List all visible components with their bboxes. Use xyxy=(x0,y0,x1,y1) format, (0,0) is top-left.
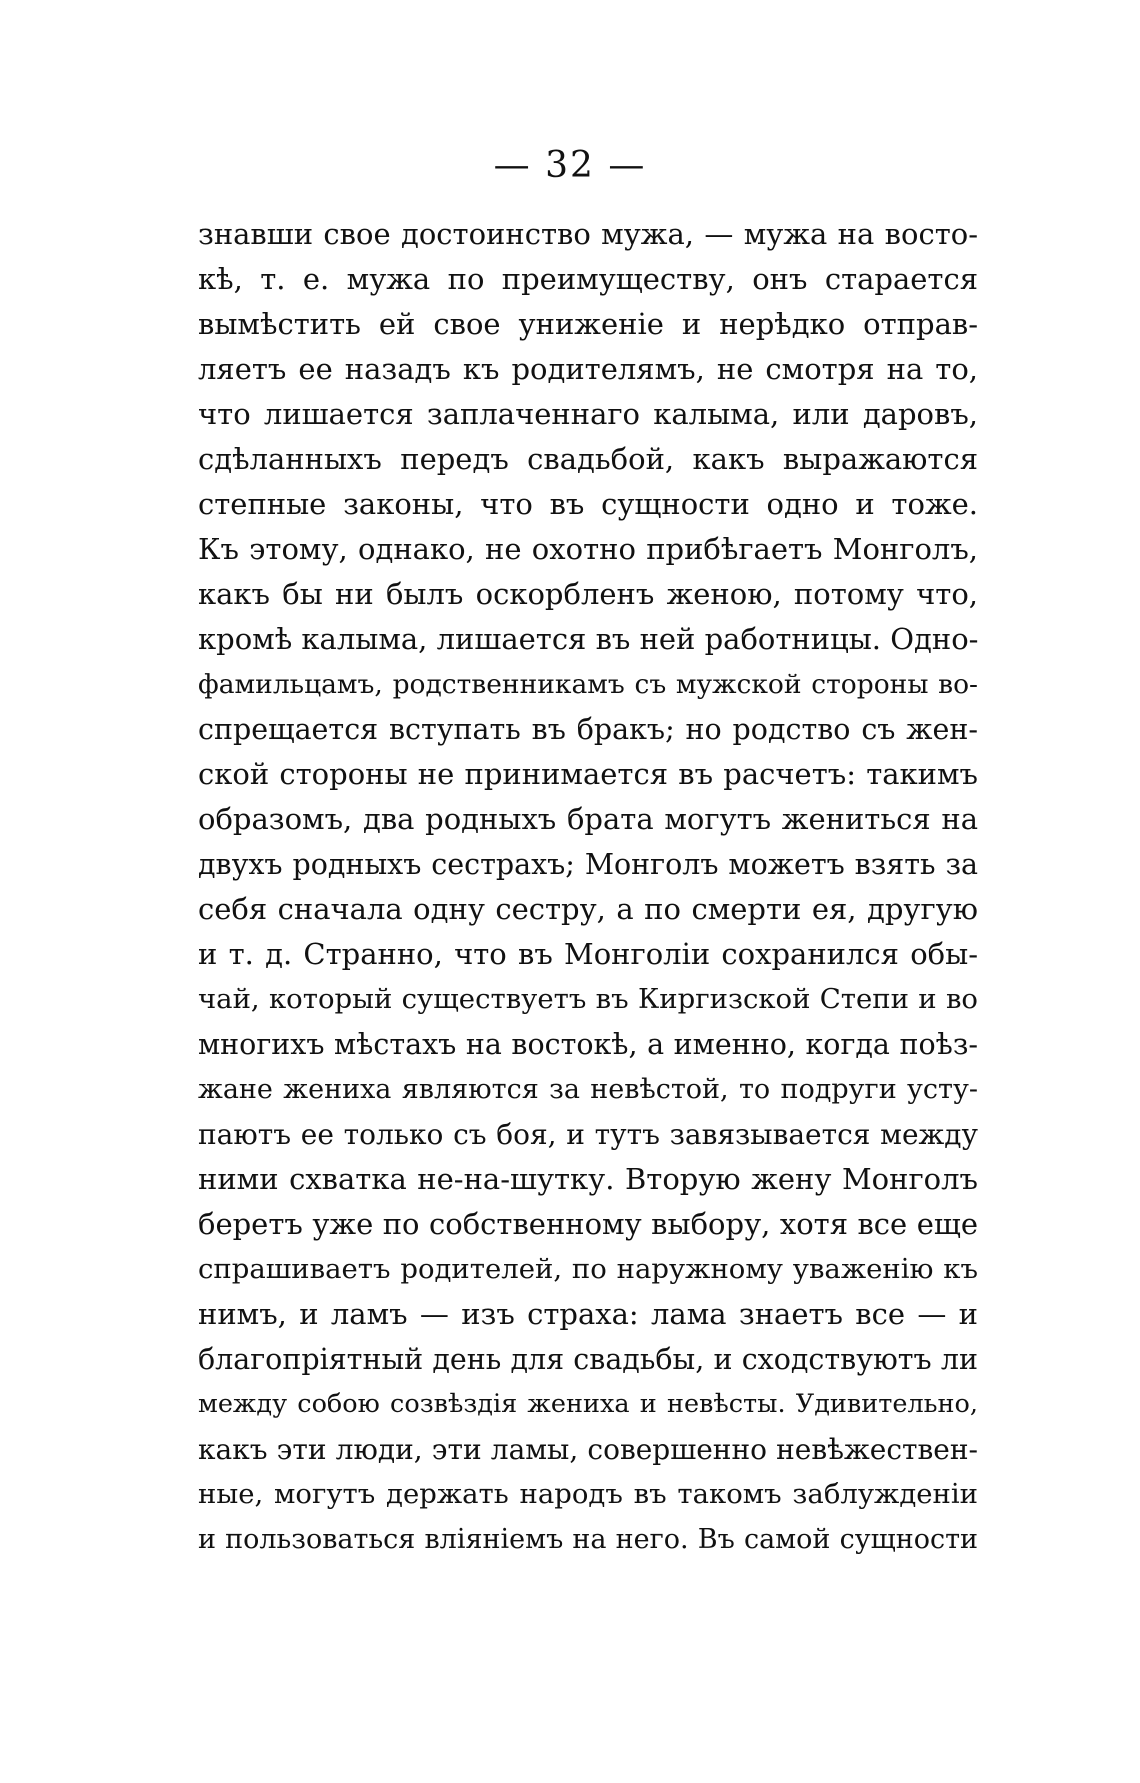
text-line: нимъ, и ламъ — изъ страха: лама знаетъ все — и xyxy=(198,1297,978,1331)
text-line: ные, могутъ держать народъ въ такомъ заблужденіи xyxy=(198,1478,978,1510)
text-line: степные законы, что въ сущности одно и тоже. xyxy=(198,487,978,521)
text-line: между собою созвѣздія жениха и невѣсты. Удивительно, xyxy=(198,1389,978,1419)
text-line: Къ этому, однако, не охотно прибѣгаетъ Монголъ, xyxy=(198,532,978,566)
text-line: какъ эти люди, эти ламы, совершенно невѣжествен- xyxy=(198,1433,978,1466)
text-line: беретъ уже по собственному выбору, хотя все еще xyxy=(198,1207,978,1241)
text-line: вымѣстить ей свое униженіе и нерѣдко отправ- xyxy=(198,307,978,341)
text-line: жане жениха являются за невѣстой, то подруги усту- xyxy=(198,1074,978,1105)
text-line: и т. д. Странно, что въ Монголіи сохранился обы- xyxy=(198,937,978,971)
text-line: двухъ родныхъ сестрахъ; Монголъ можетъ взять за xyxy=(198,848,978,881)
text-line: сдѣланныхъ передъ свадьбой, какъ выражаются xyxy=(198,442,978,476)
text-line: знавши свое достоинство мужа, — мужа на восто- xyxy=(198,217,978,251)
text-line: кромѣ калыма, лишается въ ней работницы. Одно- xyxy=(198,622,978,656)
text-line: паютъ ее только съ боя, и тутъ завязывается между xyxy=(198,1118,978,1151)
text-line: и пользоваться вліяніемъ на него. Въ самой сущности xyxy=(198,1524,978,1555)
text-line: кѣ, т. е. мужа по преимуществу, онъ старается xyxy=(198,262,978,296)
text-line: образомъ, два родныхъ брата могутъ жениться на xyxy=(198,802,978,836)
text-line: ской стороны не принимается въ расчетъ: такимъ xyxy=(198,757,978,791)
page-number: — 32 — xyxy=(493,145,647,186)
text-line: какъ бы ни былъ оскорбленъ женою, потому что, xyxy=(198,577,978,611)
text-line: фамильцамъ, родственникамъ съ мужской стороны во- xyxy=(198,669,978,700)
text-line: себя сначала одну сестру, а по смерти ея, другую xyxy=(198,892,978,926)
text-line: ляетъ ее назадъ къ родителямъ, не смотря на то, xyxy=(198,352,978,386)
text-line: ними схватка не-на-шутку. Вторую жену Монголъ xyxy=(198,1162,978,1196)
text-line: спрашиваетъ родителей, по наружному уваженію къ xyxy=(198,1253,978,1285)
body-text xyxy=(198,212,978,1562)
text-line: благопріятный день для свадьбы, и сходствуютъ ли xyxy=(198,1343,978,1376)
text-line: многихъ мѣстахъ на востокѣ, а именно, когда поѣз- xyxy=(198,1028,978,1061)
text-line: спрещается вступать въ бракъ; но родство съ жен- xyxy=(198,713,978,746)
text-line: чай, который существуетъ въ Киргизской Степи и во xyxy=(198,983,978,1015)
text-line: что лишается заплаченнаго калыма, или даровъ, xyxy=(198,397,978,431)
